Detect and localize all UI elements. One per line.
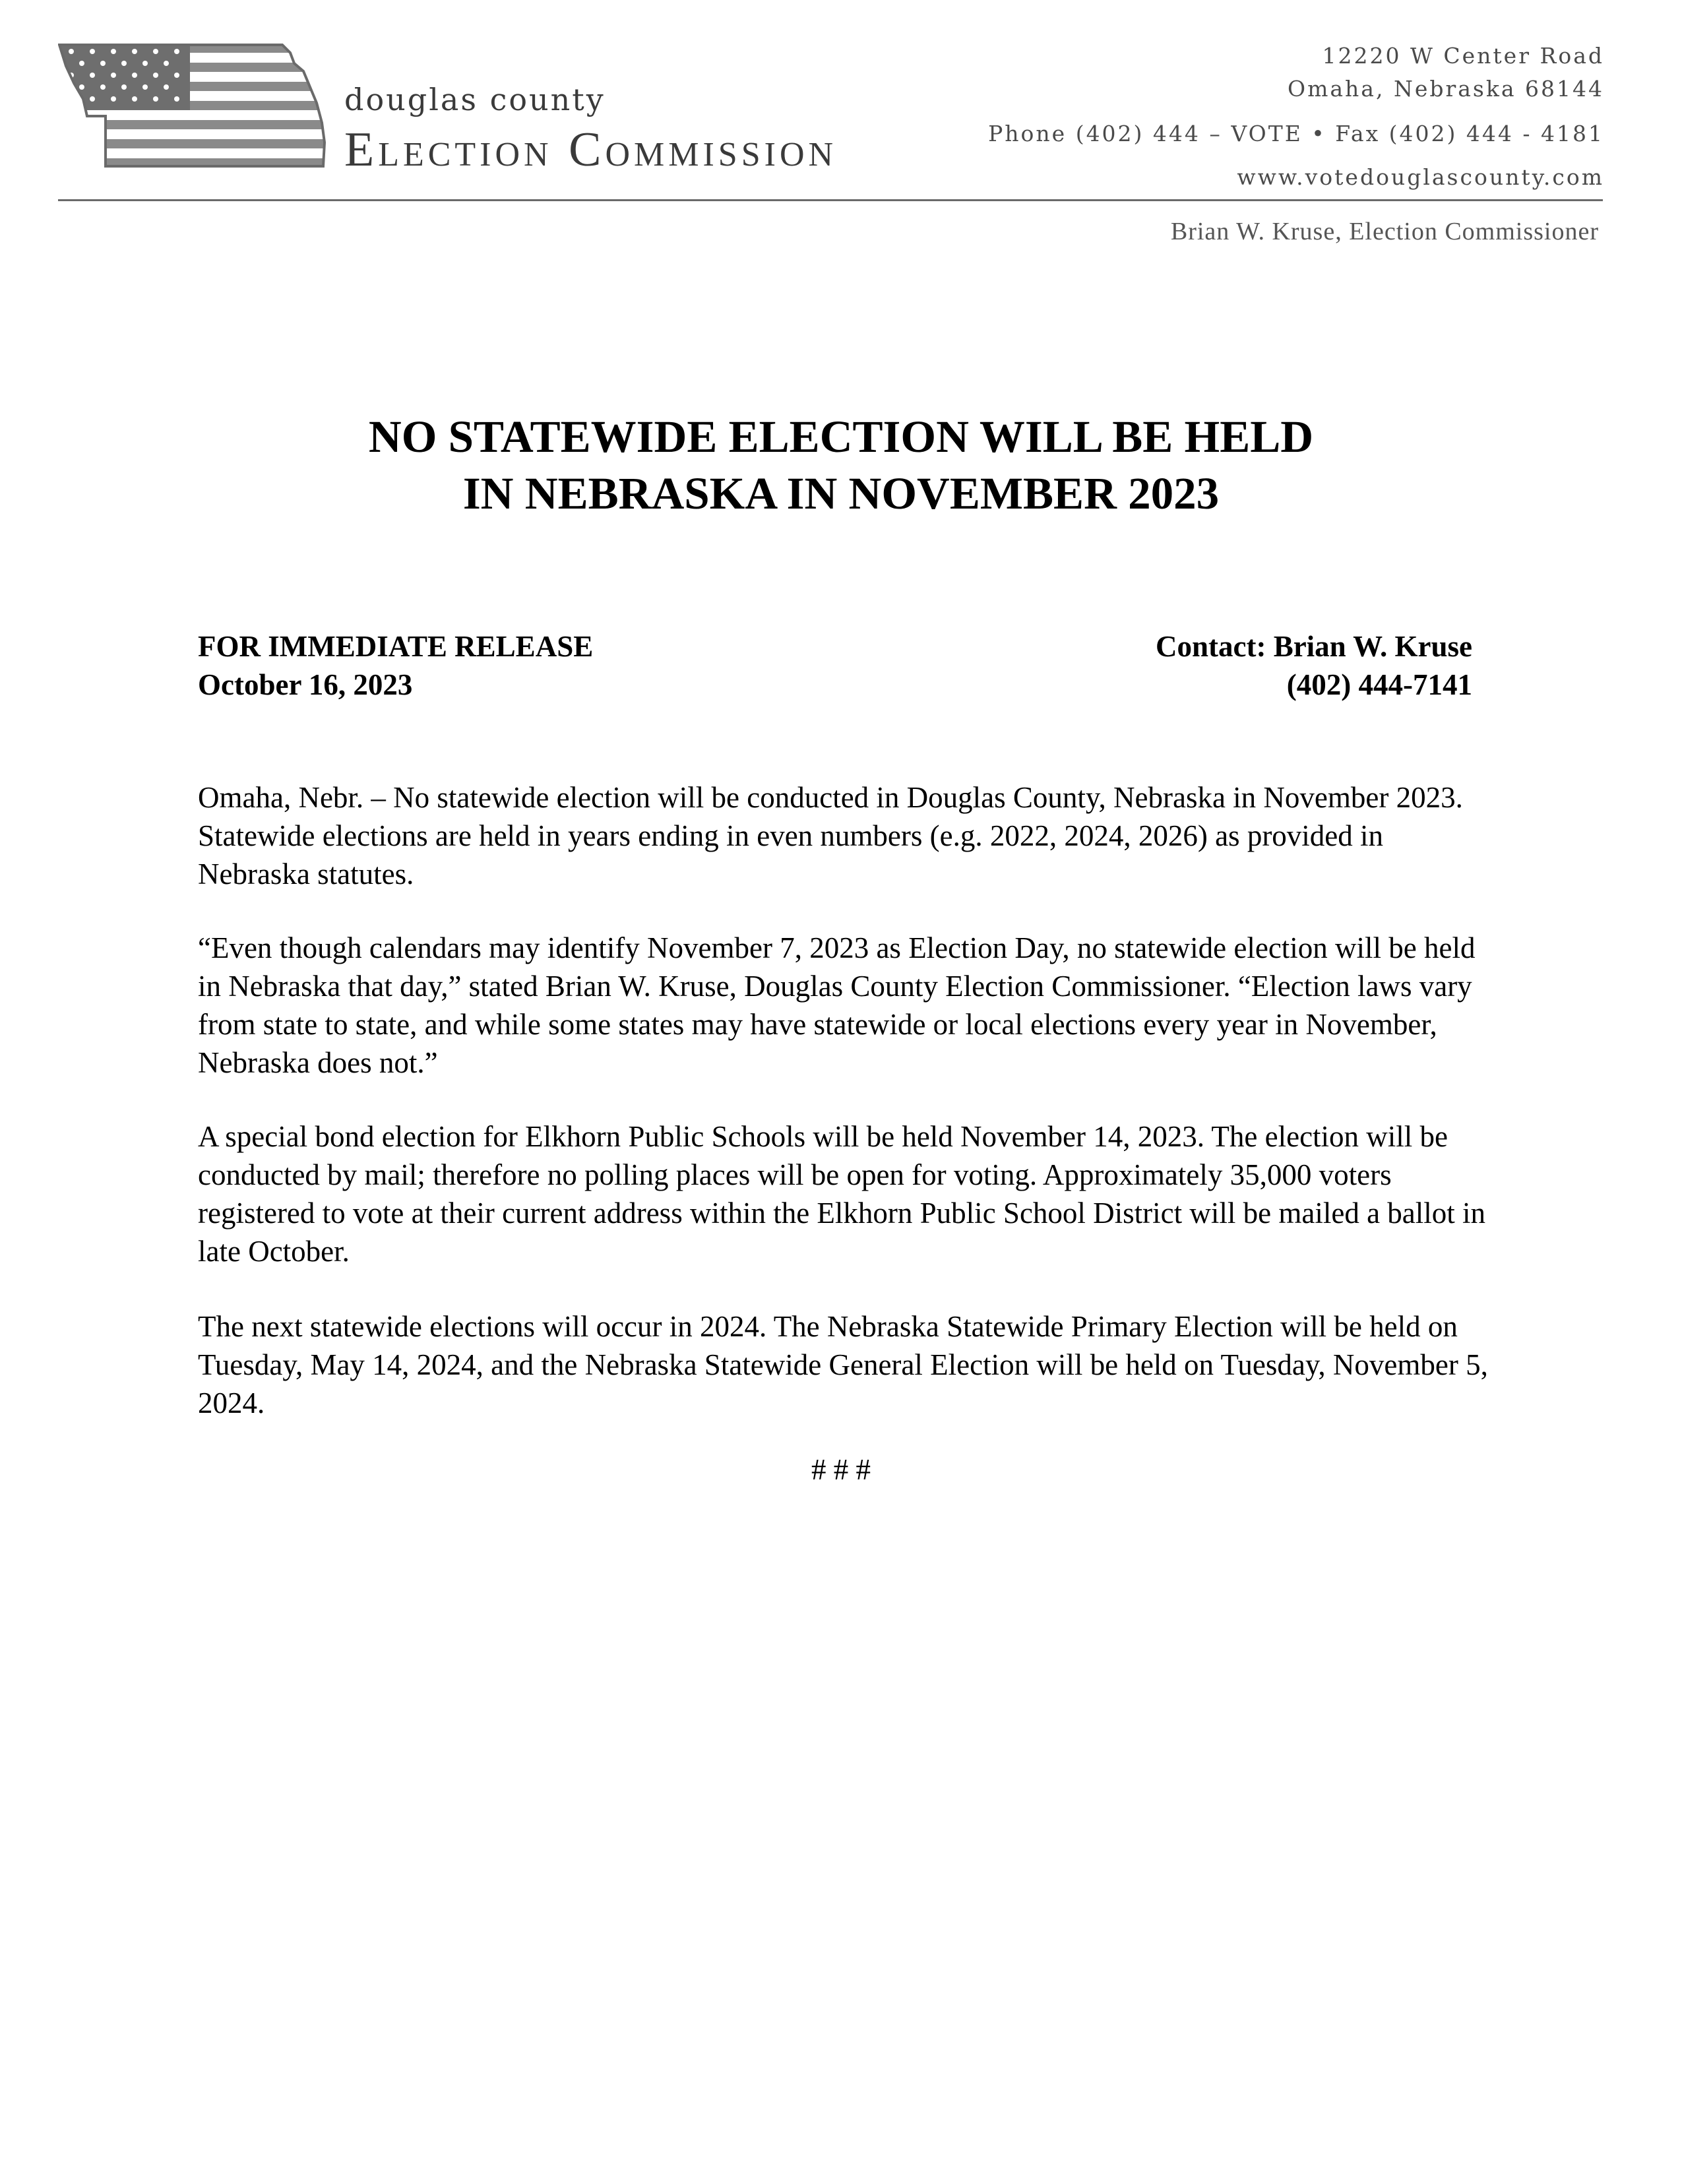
org-name-line2: Election Commission (344, 123, 838, 177)
body-paragraph-1: Omaha, Nebr. – No statewide election will be conducted in Douglas County, Nebraska in November 2023. Statewide elections are held in years ending in even numbers (e.g. 2022, 2024, 2026) as provided in Nebraska statutes. (198, 781, 1463, 890)
end-mark: # # # (811, 1453, 871, 1486)
phone-fax: Phone (402) 444 – VOTE • Fax (402) 444 - 4181 (988, 121, 1604, 146)
commissioner-name: Brian W. Kruse, Election Commissioner (1170, 218, 1599, 245)
contact-name: Contact: Brian W. Kruse (1155, 630, 1472, 663)
contact-phone: (402) 444-7141 (1286, 668, 1472, 701)
release-date: October 16, 2023 (198, 668, 413, 701)
body-paragraph-2: “Even though calendars may identify November 7, 2023 as Election Day, no statewide election will be held in Nebraska that day,” stated Brian W. Kruse, Douglas County Election Commissioner. “Election laws vary from state to state, and while some states may have statewide or local elections every year in November, Nebraska does not.” (198, 931, 1476, 1079)
flag-map-icon (58, 44, 328, 169)
org-name-line1: douglas county (344, 82, 606, 117)
address-city: Omaha, Nebraska 68144 (1288, 76, 1604, 102)
header-divider (58, 199, 1603, 201)
body-paragraph-3: A special bond election for Elkhorn Public Schools will be held November 14, 2023. The election will be conducted by mail; therefore no polling places will be open for voting. Approximately 35,000 voters registered to vote at their current address within the Elkhorn Public School District will be mailed a ballot in late October. (198, 1120, 1486, 1268)
address-street: 12220 W Center Road (1322, 43, 1604, 69)
body-paragraph-4: The next statewide elections will occur in 2024. The Nebraska Statewide Primary Election will be held on Tuesday, May 14, 2024, and the Nebraska Statewide General Election will be held on Tuesday, November 5, 2024. (198, 1310, 1488, 1420)
release-label: FOR IMMEDIATE RELEASE (198, 630, 594, 663)
headline-line2: IN NEBRASKA IN NOVEMBER 2023 (462, 468, 1220, 518)
headline-line1: NO STATEWIDE ELECTION WILL BE HELD (368, 412, 1314, 462)
website-link[interactable]: www.votedouglascounty.com (1237, 164, 1604, 190)
